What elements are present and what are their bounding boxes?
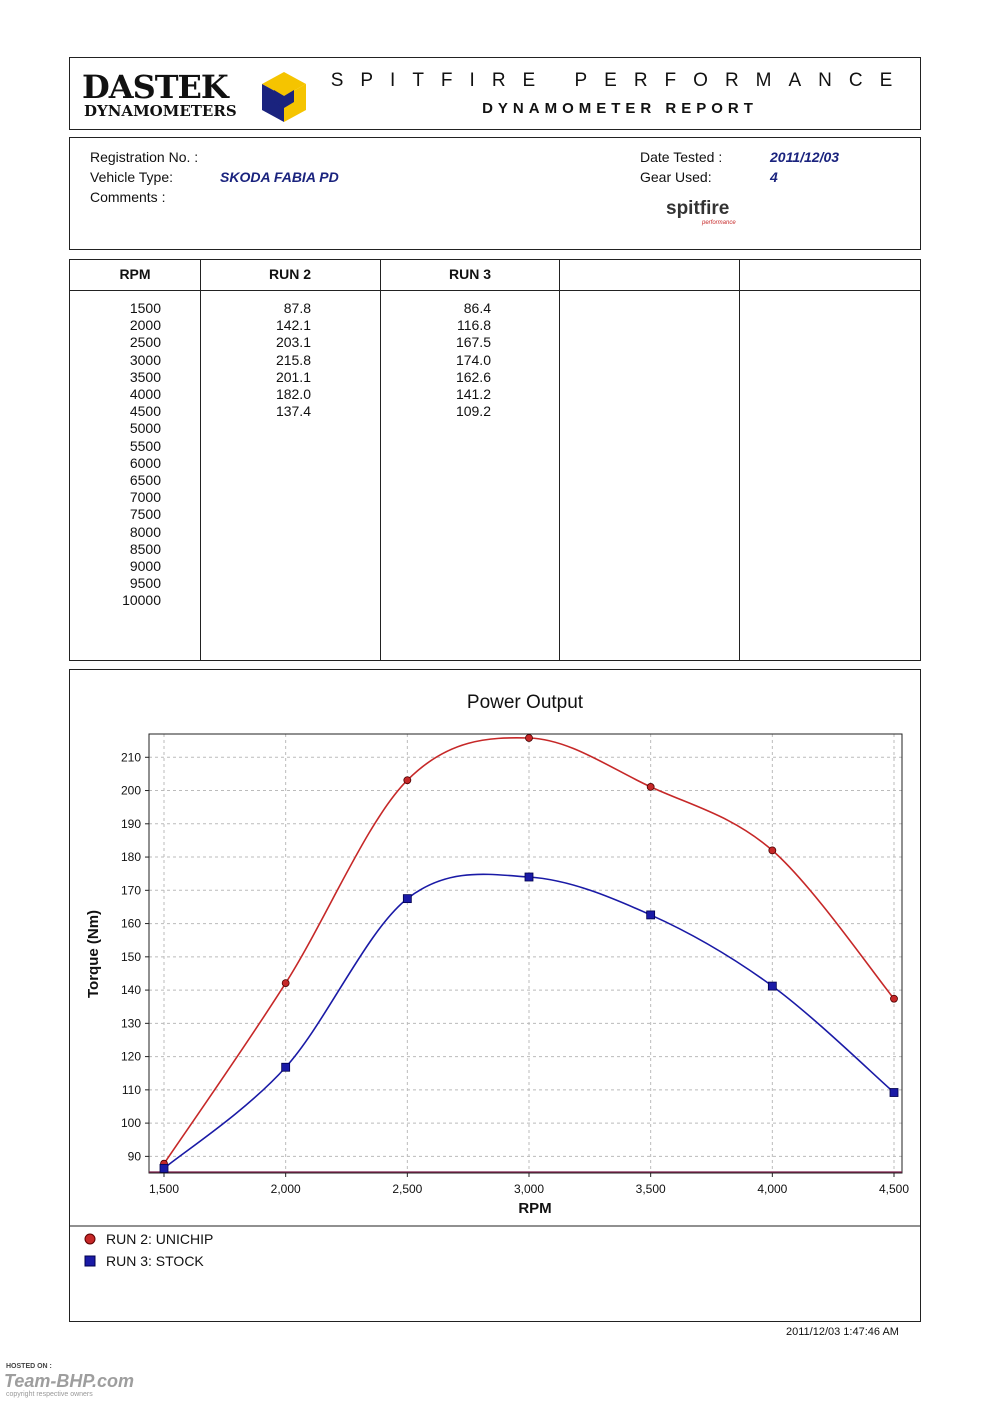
gear-used-label: Gear Used: — [640, 169, 712, 185]
y-tick-label: 100 — [120, 1116, 141, 1131]
x-tick-label: 3,000 — [513, 1182, 545, 1196]
logo-line1: DASTEK — [82, 68, 228, 106]
spitfire-logo — [666, 198, 756, 230]
legend-label-run3: RUN 3: STOCK — [106, 1253, 204, 1269]
legend-marker-square-icon — [84, 1254, 96, 1270]
table-cell-rpm: 3000 — [129, 351, 161, 368]
spitfire-logo-word: spitfire — [666, 198, 730, 219]
table-cell-rpm: 8500 — [129, 540, 161, 557]
vehicle-info-panel — [69, 137, 921, 250]
vehicle-type-label: Vehicle Type: — [90, 169, 174, 185]
data-point-run3 — [768, 982, 776, 990]
table-cell-run2: 201.1 — [275, 368, 311, 385]
report-subtitle: DYNAMOMETER REPORT — [482, 100, 758, 117]
data-point-run3 — [403, 895, 411, 903]
watermark-copy: copyright respective owners — [6, 1391, 93, 1398]
table-cell-run2: 203.1 — [275, 334, 311, 351]
run3-column — [440, 300, 491, 420]
x-axis-ticks — [149, 1173, 909, 1196]
data-point-run2 — [526, 734, 533, 741]
x-tick-label: 4,000 — [757, 1182, 788, 1196]
y-tick-label: 110 — [121, 1082, 141, 1097]
chart-svg — [70, 670, 920, 1321]
team-bhp-watermark — [4, 1363, 204, 1399]
y-tick-label: 200 — [120, 783, 141, 798]
x-tick-label: 4,500 — [878, 1182, 910, 1196]
legend-marker-circle-icon — [84, 1232, 96, 1248]
y-tick-label: 90 — [127, 1149, 141, 1164]
gear-used-value: 4 — [770, 169, 778, 185]
table-col-divider — [380, 260, 381, 660]
watermark-site: Team-BHP.com — [4, 1371, 135, 1391]
table-cell-rpm: 6500 — [129, 472, 161, 489]
watermark-hosted: HOSTED ON : — [6, 1363, 52, 1370]
legend-item-run3 — [84, 1253, 204, 1270]
table-cell-rpm: 3500 — [129, 368, 161, 385]
report-title: SPITFIRE PERFORMANCE — [330, 70, 910, 91]
table-header-run2: RUN 2 — [268, 266, 311, 282]
table-cell-rpm: 7000 — [129, 489, 161, 506]
table-header-run3: RUN 3 — [448, 266, 491, 282]
logo-line2: DYNAMOMETERS — [84, 102, 237, 120]
table-cell-rpm: 8000 — [129, 523, 161, 540]
spitfire-logo-tag: performance — [702, 220, 736, 226]
date-tested-label: Date Tested : — [640, 149, 723, 165]
y-tick-label: 140 — [120, 983, 141, 998]
chart-grid — [149, 734, 902, 1173]
legend-item-run2 — [84, 1231, 213, 1248]
y-axis-ticks — [121, 750, 149, 1163]
x-tick-label: 3,500 — [635, 1182, 666, 1196]
table-cell-run3: 116.8 — [457, 317, 491, 334]
data-point-run3 — [160, 1164, 168, 1172]
data-point-run2 — [282, 980, 289, 987]
date-tested-value: 2011/12/03 — [770, 149, 840, 165]
run2-column — [260, 300, 311, 420]
vehicle-type-value: SKODA FABIA PD — [220, 169, 339, 185]
table-cell-run2: 182.0 — [275, 386, 311, 403]
table-cell-rpm: 9000 — [129, 558, 161, 575]
data-point-run3 — [525, 873, 533, 881]
x-tick-label: 2,000 — [270, 1182, 301, 1196]
data-point-run2 — [647, 783, 654, 790]
table-cell-run2: 142.1 — [275, 317, 311, 334]
cube-logo-icon — [260, 70, 308, 126]
y-tick-label: 190 — [120, 816, 141, 831]
table-cell-rpm: 4000 — [129, 386, 161, 403]
data-point-run3 — [647, 911, 655, 919]
y-tick-label: 160 — [120, 916, 141, 931]
data-point-run3 — [282, 1063, 290, 1071]
table-cell-rpm: 4500 — [129, 403, 161, 420]
y-tick-label: 170 — [120, 883, 141, 898]
x-tick-label: 2,500 — [392, 1182, 423, 1196]
table-cell-rpm: 7500 — [129, 506, 161, 523]
y-axis-label: Torque (Nm) — [85, 909, 102, 999]
table-cell-run3: 162.6 — [455, 368, 491, 385]
table-cell-rpm: 6000 — [129, 454, 161, 471]
dastek-logo — [82, 68, 312, 124]
data-point-run2 — [769, 847, 776, 854]
y-tick-label: 210 — [120, 750, 141, 765]
registration-label: Registration No. : — [90, 149, 199, 165]
plot-area-frame — [149, 734, 902, 1173]
table-cell-rpm: 5000 — [129, 420, 161, 437]
y-tick-label: 130 — [120, 1016, 141, 1031]
report-timestamp: 2011/12/03 1:47:46 AM — [786, 1326, 899, 1338]
table-cell-rpm: 9500 — [129, 575, 161, 592]
table-cell-rpm: 5500 — [129, 437, 161, 454]
y-tick-label: 180 — [120, 850, 141, 865]
power-output-chart — [69, 669, 921, 1322]
comments-label: Comments : — [90, 189, 166, 205]
table-cell-run2: 137.4 — [275, 403, 311, 420]
table-col-divider — [559, 260, 560, 660]
x-tick-label: 1,500 — [148, 1182, 180, 1196]
table-cell-rpm: 1500 — [129, 300, 161, 316]
legend-label-run2: RUN 2: UNICHIP — [106, 1231, 214, 1247]
table-cell-run3: 174.0 — [455, 351, 491, 368]
table-cell-run2: 87.8 — [283, 300, 311, 316]
table-col-divider — [200, 260, 201, 660]
table-cell-rpm: 2000 — [129, 317, 161, 334]
table-cell-run3: 109.2 — [455, 403, 491, 420]
y-tick-label: 150 — [120, 949, 141, 964]
table-cell-run3: 167.5 — [455, 334, 491, 351]
chart-series — [149, 734, 902, 1172]
table-cell-run2: 215.8 — [275, 351, 311, 368]
data-point-run2 — [404, 777, 411, 784]
table-col-divider — [739, 260, 740, 660]
table-cell-run3: 141.2 — [455, 386, 491, 403]
table-header-rpm: RPM — [119, 266, 151, 282]
table-cell-rpm: 2500 — [129, 334, 161, 351]
report-header — [69, 57, 921, 130]
table-cell-run3: 86.4 — [463, 300, 491, 316]
results-table — [69, 259, 921, 661]
chart-title: Power Output — [466, 692, 584, 713]
data-point-run2 — [891, 995, 898, 1002]
table-header-divider — [70, 290, 920, 291]
data-point-run3 — [890, 1089, 898, 1097]
table-cell-rpm: 10000 — [122, 592, 161, 609]
x-axis-label: RPM — [518, 1200, 552, 1217]
y-tick-label: 120 — [120, 1049, 141, 1064]
rpm-column — [110, 300, 161, 610]
